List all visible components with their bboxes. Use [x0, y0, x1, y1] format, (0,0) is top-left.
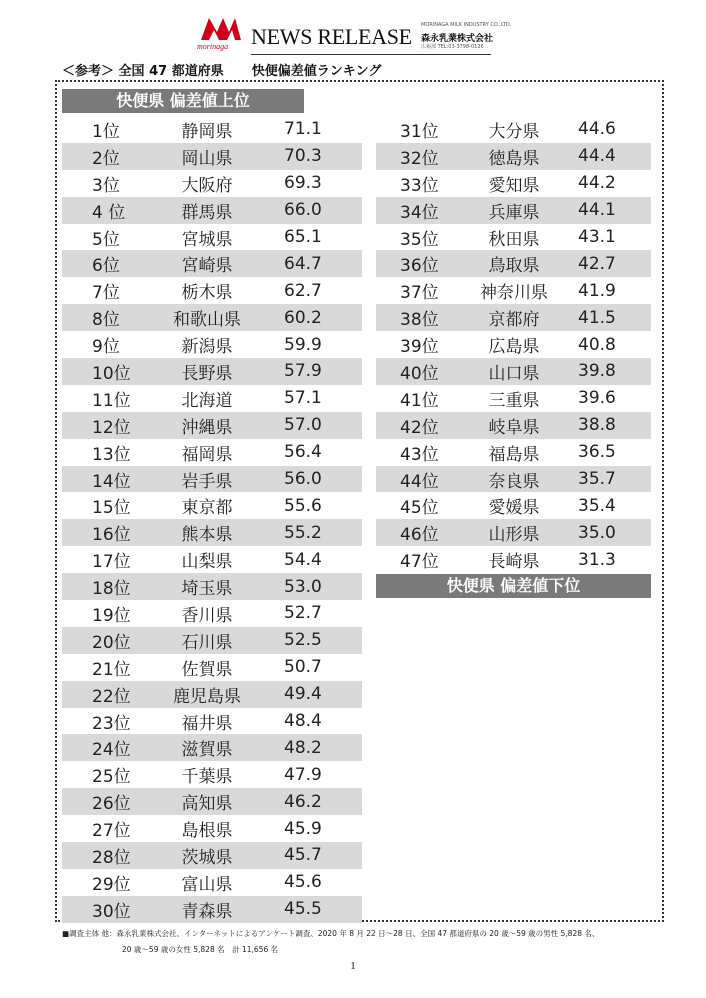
table-row: [376, 412, 651, 439]
ranking-table-left: [62, 116, 362, 923]
table-row: [376, 466, 651, 493]
prefecture-cell: 秋田県: [488, 229, 540, 250]
score-cell: 66.0: [262, 197, 362, 224]
table-row: [376, 331, 651, 358]
score-cell: 55.2: [262, 519, 362, 546]
rank-cell: 9位: [92, 337, 120, 358]
table-row: [62, 466, 362, 493]
prefecture-cell: 愛知県: [488, 175, 540, 196]
table-row: [62, 412, 362, 439]
score-cell: 41.9: [578, 280, 616, 301]
title-prefix: ＜参考＞: [62, 64, 115, 79]
score-cell: 46.2: [262, 788, 362, 815]
prefecture-cell: 青森県: [152, 896, 262, 923]
rank-cell: 40位: [376, 358, 468, 385]
rank-cell: 4 位: [62, 197, 152, 224]
rank-cell: 27位: [92, 821, 131, 842]
score-cell: 57.9: [262, 358, 362, 385]
rank-cell: 8位: [62, 304, 152, 331]
rank-cell: 12位: [62, 412, 152, 439]
rank-cell: 43位: [400, 444, 439, 465]
company-name-en: MORINAGA MILK INDUSTRY CO.,LTD.: [421, 22, 512, 28]
score-cell: 50.7: [284, 657, 322, 678]
prefecture-cell: 香川県: [181, 605, 233, 626]
prefecture-cell: 静岡県: [181, 121, 233, 142]
score-cell: 45.5: [262, 896, 362, 923]
prefecture-cell: 福岡県: [181, 444, 233, 465]
score-cell: 47.9: [284, 764, 322, 785]
rank-cell: 33位: [400, 175, 439, 196]
score-cell: 44.2: [578, 173, 616, 194]
score-cell: 65.1: [284, 227, 322, 247]
table-row: [376, 546, 651, 573]
rank-cell: 44位: [376, 466, 468, 493]
heading-bottom-ranks: 快便県 偏差値下位: [376, 574, 651, 598]
score-cell: 41.5: [560, 304, 651, 331]
rank-cell: 37位: [400, 283, 439, 304]
score-cell: 35.0: [560, 519, 651, 546]
prefecture-cell: 和歌山県: [152, 304, 262, 331]
prefecture-cell: 沖縄県: [152, 412, 262, 439]
prefecture-cell: 神奈川県: [480, 283, 548, 304]
prefecture-cell: 山形県: [468, 519, 560, 546]
prefecture-cell: 鳥取県: [468, 250, 560, 277]
prefecture-cell: 山口県: [468, 358, 560, 385]
rank-cell: 13位: [92, 444, 131, 465]
rank-cell: 21位: [92, 659, 131, 680]
prefecture-cell: 新潟県: [181, 337, 233, 358]
score-cell: 56.0: [262, 466, 362, 493]
rank-cell: 28位: [62, 842, 152, 869]
prefecture-cell: 栃木県: [181, 283, 233, 304]
rank-cell: 23位: [92, 713, 131, 734]
prefecture-cell: 岡山県: [152, 143, 262, 170]
rank-cell: 34位: [376, 197, 468, 224]
rank-cell: 14位: [62, 466, 152, 493]
table-row: [62, 519, 362, 546]
logo-text: morinaga: [197, 42, 229, 51]
news-release-title: NEWS RELEASE: [251, 24, 412, 49]
table-row: [62, 331, 362, 358]
table-row: [62, 546, 362, 573]
title-main: 全国 47 都道府県: [118, 64, 224, 79]
table-row: [376, 170, 651, 197]
rank-cell: 22位: [62, 681, 152, 708]
table-row: [62, 734, 362, 761]
company-name: 森永乳業株式会社: [421, 34, 494, 44]
rank-cell: 18位: [62, 573, 152, 600]
prefecture-cell: 東京都: [181, 498, 233, 519]
prefecture-cell: 広島県: [488, 337, 540, 358]
table-row: [62, 277, 362, 304]
table-row: [376, 492, 651, 519]
prefecture-cell: 埼玉県: [152, 573, 262, 600]
table-row: [62, 385, 362, 412]
score-cell: 54.4: [284, 549, 322, 570]
table-row: [62, 842, 362, 869]
table-row: [376, 277, 651, 304]
ranking-table-right: [376, 116, 651, 573]
score-cell: 62.7: [284, 280, 322, 301]
rank-cell: 32位: [376, 143, 468, 170]
rank-cell: 26位: [62, 788, 152, 815]
rank-cell: 29位: [92, 874, 131, 895]
table-row: [62, 358, 362, 385]
prefecture-cell: 長崎県: [488, 552, 540, 573]
survey-note-line2: 20 歳～59 歳の女性 5,828 名 計 11,656 名: [122, 945, 279, 954]
prefecture-cell: 千葉県: [181, 767, 233, 788]
score-cell: 71.1: [284, 119, 322, 140]
prefecture-cell: 大分県: [488, 121, 540, 142]
rank-cell: 45位: [400, 498, 439, 519]
prefecture-cell: 福井県: [181, 713, 233, 734]
table-row: [62, 573, 362, 600]
rank-cell: 31位: [400, 121, 439, 142]
prefecture-cell: 京都府: [468, 304, 560, 331]
rank-cell: 30位: [62, 896, 152, 923]
score-cell: 40.8: [578, 334, 616, 355]
rank-cell: 10位: [62, 358, 152, 385]
prefecture-cell: 宮城県: [181, 229, 233, 250]
company-contact: 広報部 TEL:03-3798-0126: [421, 44, 484, 50]
prefecture-cell: 愛媛県: [488, 498, 540, 519]
table-row: [376, 358, 651, 385]
rank-cell: 42位: [376, 412, 468, 439]
prefecture-cell: 鹿児島県: [152, 681, 262, 708]
table-row: [376, 143, 651, 170]
score-cell: 45.6: [284, 872, 322, 893]
score-cell: 35.4: [578, 495, 616, 516]
score-cell: 55.6: [284, 495, 322, 516]
table-row: [62, 896, 362, 923]
header-divider: [251, 54, 491, 55]
prefecture-cell: 岩手県: [152, 466, 262, 493]
score-cell: 45.9: [284, 818, 322, 839]
table-row: [62, 600, 362, 627]
rank-cell: 7位: [92, 283, 120, 304]
prefecture-cell: 滋賀県: [152, 734, 262, 761]
rank-cell: 24位: [62, 734, 152, 761]
prefecture-cell: 長野県: [152, 358, 262, 385]
rank-cell: 38位: [376, 304, 468, 331]
table-row: [62, 681, 362, 708]
score-cell: 57.1: [284, 388, 322, 409]
score-cell: 39.6: [578, 388, 616, 409]
score-cell: 35.7: [560, 466, 651, 493]
prefecture-cell: 群馬県: [152, 197, 262, 224]
score-cell: 38.8: [560, 412, 651, 439]
rank-cell: 6位: [62, 250, 152, 277]
rank-cell: 36位: [376, 250, 468, 277]
score-cell: 44.4: [560, 143, 651, 170]
prefecture-cell: 宮崎県: [152, 250, 262, 277]
table-row: [62, 250, 362, 277]
rank-cell: 1位: [92, 121, 120, 142]
rank-cell: 15位: [92, 498, 131, 519]
table-row: [62, 116, 362, 143]
score-cell: 43.1: [578, 227, 616, 247]
rank-cell: 17位: [92, 552, 131, 573]
prefecture-cell: 岐阜県: [468, 412, 560, 439]
table-row: [62, 439, 362, 466]
table-row: [62, 654, 362, 681]
rank-cell: 5位: [92, 229, 120, 250]
heading-top-ranks: 快便県 偏差値上位: [62, 89, 304, 113]
prefecture-cell: 高知県: [152, 788, 262, 815]
morinaga-logo-icon: [199, 14, 243, 42]
table-row: [376, 224, 651, 251]
score-cell: 48.2: [262, 734, 362, 761]
table-row: [376, 250, 651, 277]
score-cell: 49.4: [262, 681, 362, 708]
score-cell: 44.6: [578, 119, 616, 140]
rank-cell: 39位: [400, 337, 439, 358]
rank-cell: 25位: [92, 767, 131, 788]
table-row: [376, 439, 651, 466]
table-row: [376, 116, 651, 143]
table-row: [62, 197, 362, 224]
prefecture-cell: 茨城県: [152, 842, 262, 869]
table-row: [62, 761, 362, 788]
table-row: [62, 815, 362, 842]
score-cell: 56.4: [284, 442, 322, 463]
score-cell: 52.5: [262, 627, 362, 654]
rank-cell: 20位: [62, 627, 152, 654]
title-sub: 快便偏差値ランキング: [251, 64, 382, 79]
rank-cell: 35位: [400, 229, 439, 250]
table-row: [62, 492, 362, 519]
rank-cell: 2位: [62, 143, 152, 170]
prefecture-cell: 石川県: [152, 627, 262, 654]
rank-cell: 11位: [92, 390, 131, 411]
survey-note-line1: ■調査主体 他：森永乳業株式会社、インターネットによるアンケート調査、2020 年 8 月 22 日～28 日、全国 47 都道府県の 20 歳～59 歳の男性 5,828 名、: [62, 929, 600, 938]
score-cell: 44.1: [560, 197, 651, 224]
rank-cell: 41位: [400, 390, 439, 411]
table-row: [62, 224, 362, 251]
page-number: 1: [350, 960, 356, 972]
score-cell: 39.8: [560, 358, 651, 385]
prefecture-cell: 島根県: [181, 821, 233, 842]
table-row: [62, 627, 362, 654]
table-row: [62, 143, 362, 170]
rank-cell: 46位: [376, 519, 468, 546]
table-row: [376, 519, 651, 546]
table-row: [376, 197, 651, 224]
score-cell: 42.7: [560, 250, 651, 277]
prefecture-cell: 富山県: [181, 874, 233, 895]
rank-cell: 47位: [400, 552, 439, 573]
score-cell: 69.3: [284, 173, 322, 194]
score-cell: 64.7: [262, 250, 362, 277]
rank-cell: 16位: [62, 519, 152, 546]
prefecture-cell: 奈良県: [468, 466, 560, 493]
page-title: [62, 60, 381, 79]
table-row: [62, 869, 362, 896]
page-header: [195, 14, 515, 54]
table-row: [62, 170, 362, 197]
table-row: [62, 304, 362, 331]
prefecture-cell: 福島県: [488, 444, 540, 465]
score-cell: 59.9: [284, 334, 322, 355]
table-row: [62, 708, 362, 735]
table-row: [62, 788, 362, 815]
rank-cell: 3位: [92, 175, 120, 196]
score-cell: 60.2: [262, 304, 362, 331]
prefecture-cell: 徳島県: [468, 143, 560, 170]
score-cell: 45.7: [262, 842, 362, 869]
table-row: [376, 385, 651, 412]
score-cell: 53.0: [262, 573, 362, 600]
score-cell: 48.4: [284, 711, 322, 732]
prefecture-cell: 兵庫県: [468, 197, 560, 224]
prefecture-cell: 山梨県: [181, 552, 233, 573]
rank-cell: 19位: [92, 605, 131, 626]
score-cell: 31.3: [578, 549, 616, 570]
score-cell: 70.3: [262, 143, 362, 170]
score-cell: 36.5: [578, 442, 616, 463]
prefecture-cell: 大阪府: [181, 175, 233, 196]
score-cell: 57.0: [262, 412, 362, 439]
prefecture-cell: 熊本県: [152, 519, 262, 546]
prefecture-cell: 三重県: [488, 390, 540, 411]
table-row: [376, 304, 651, 331]
prefecture-cell: 北海道: [181, 390, 233, 411]
prefecture-cell: 佐賀県: [181, 659, 233, 680]
score-cell: 52.7: [284, 603, 322, 624]
